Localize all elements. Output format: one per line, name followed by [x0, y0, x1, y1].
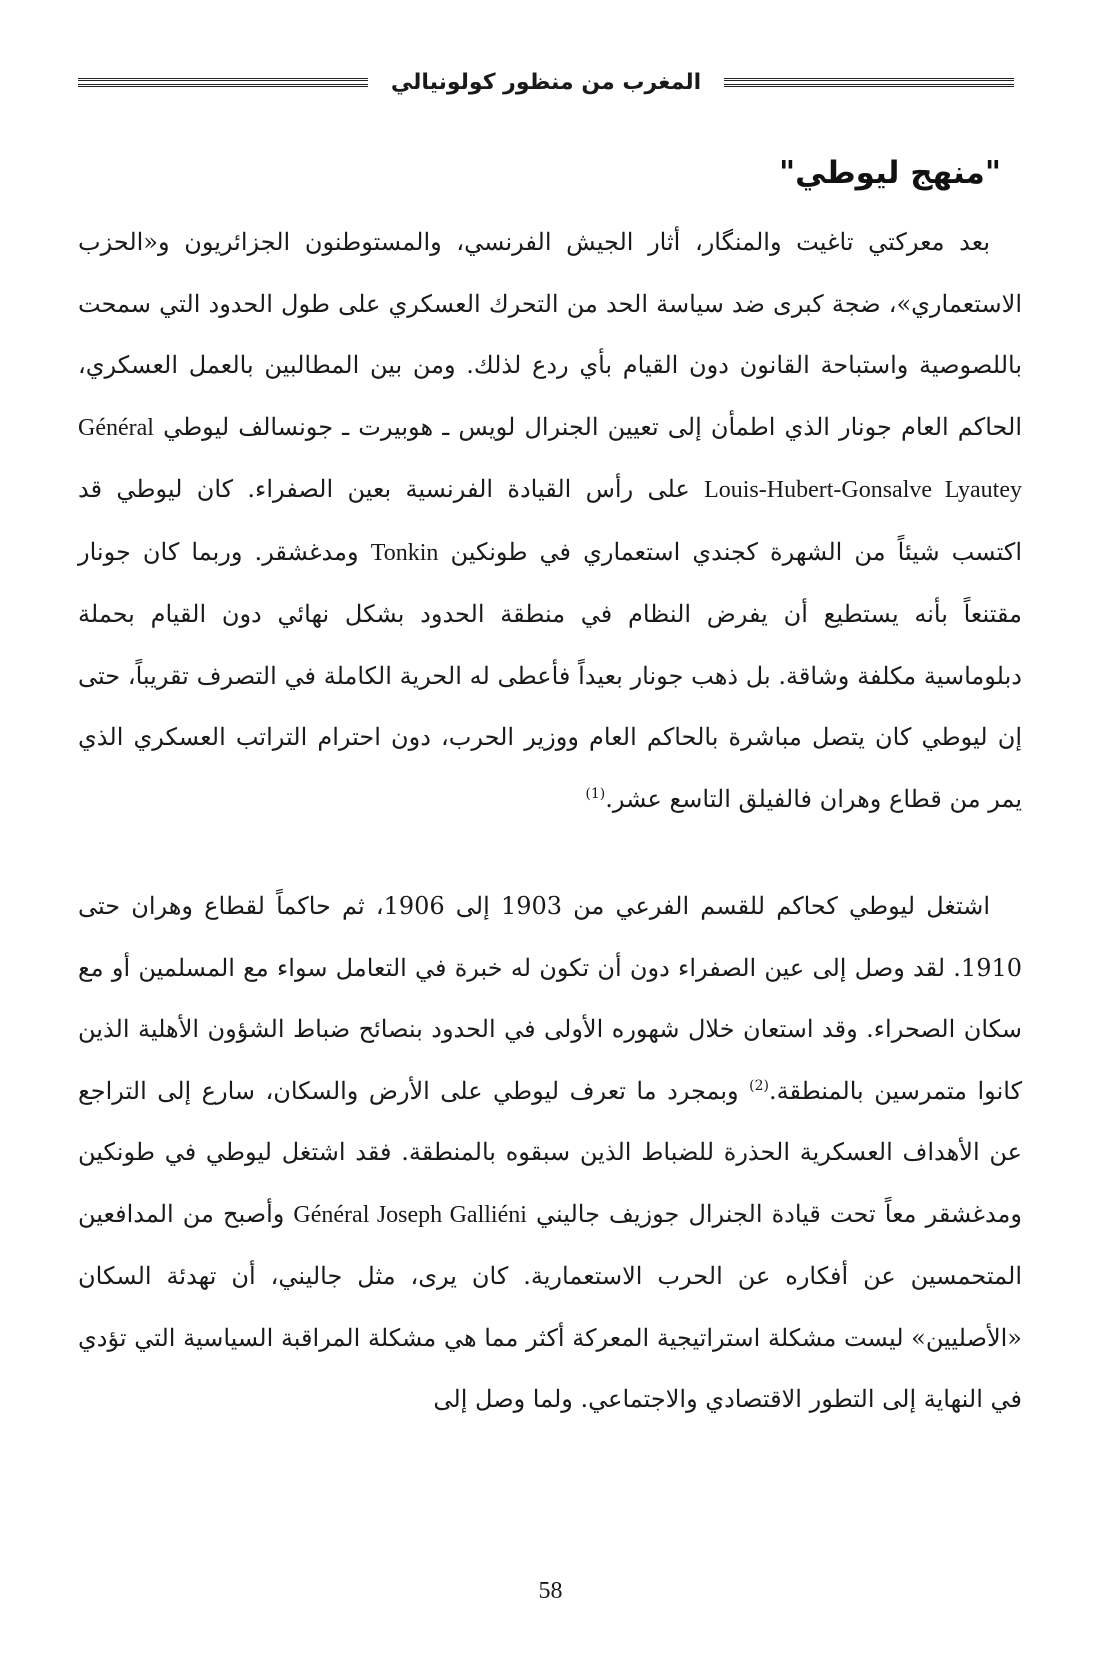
lyautey-latin-name: Général Louis-Hubert-Gonsalve Lyautey: [78, 414, 1023, 503]
tonkin-latin-name: Tonkin: [370, 539, 439, 566]
paragraph-2-text-c: وأصبح من المدافعين المتحمسين عن أفكاره عن الحرب الاستعمارية. كان يرى، مثل جاليني، أن تهدئة السكان «الأصليين» ليست مشكلة استراتيجية المعركة أكثر مما هي مشكلة المراقبة السياسية التي تؤدي في النهاية إلى التطور الاقتصادي والاجتماعي. ولما وصل إلى: [78, 1199, 1022, 1413]
paragraph-1-text-a: بعد معركتي تاغيت والمنگار، أثار الجيش الفرنسي، والمستوطنون الجزائريون و«الحزب الاستعماري»، ضجة كبرى ضد سياسة الحد من التحرك العسكري على طول الحدود التي سمحت باللصوصية واستباحة القانون دون القيام بأي ردع لذلك. ومن بين المطالبين بالعمل العسكري، الحاكم العام جونار الذي اطمأن إلى تعيين الجنرال لويس ـ هوبيرت ـ جونسالف ليوطي: [78, 228, 1022, 441]
footnote-ref-2: (2): [749, 1077, 769, 1094]
running-header-title: المغرب من منظور كولونيالي: [390, 69, 702, 95]
page-number: 58: [538, 1578, 563, 1604]
paragraph-1-text-b: على رأس القيادة الفرنسية بعين الصفراء. كان ليوطي قد اكتسب شيئاً من الشهرة كجندي استعماري في طونكين: [78, 475, 1022, 566]
paragraph-2: [78, 876, 1022, 1431]
header-rule-left: [78, 78, 368, 87]
footnote-ref-1: (1): [585, 785, 606, 802]
header-rule-right: [724, 78, 1014, 87]
running-header: [78, 62, 1014, 102]
gallieni-latin-name: Général Joseph Galliéni: [293, 1201, 527, 1228]
paragraph-2-text-a: اشتغل ليوطي كحاكم للقسم الفرعي من 1903 إلى 1906، ثم حاكماً لقطاع وهران حتى 1910. لقد وصل إلى عين الصفراء دون أن تكون له خبرة في التعامل سواء مع المسلمين أو مع سكان الصحراء. وقد استعان خلال شهوره الأولى في الحدود بنصائح ضباط الشؤون الأهلية الذين كانوا متمرسين بالمنطقة.: [78, 892, 1022, 1105]
paragraph-1-text-c: ومدغشقر. وربما كان جونار مقتنعاً بأنه يستطيع أن يفرض النظام في منطقة الحدود بشكل نهائي دون القيام بحملة دبلوماسية مكلفة وشاقة. بل ذهب جونار بعيداً فأعطى له الحرية الكاملة في التصرف تقريباً، حتى إن ليوطي كان يتصل مباشرة بالحاكم العام ووزير الحرب، دون احترام التراتب العسكري الذي يمر من قطاع وهران فالفيلق التاسع عشر.: [78, 537, 1022, 813]
section-title: "منهج ليوطي": [778, 155, 1001, 191]
paragraph-1: [78, 212, 1022, 830]
paragraph-2-text-b: وبمجرد ما تعرف ليوطي على الأرض والسكان، سارع إلى التراجع عن الأهداف العسكرية الحذرة للضباط الذين سبقوه بالمنطقة. فقد اشتغل ليوطي في طونكين ومدغشقر معاً تحت قيادة الجنرال جوزيف جاليني: [78, 1076, 1022, 1228]
